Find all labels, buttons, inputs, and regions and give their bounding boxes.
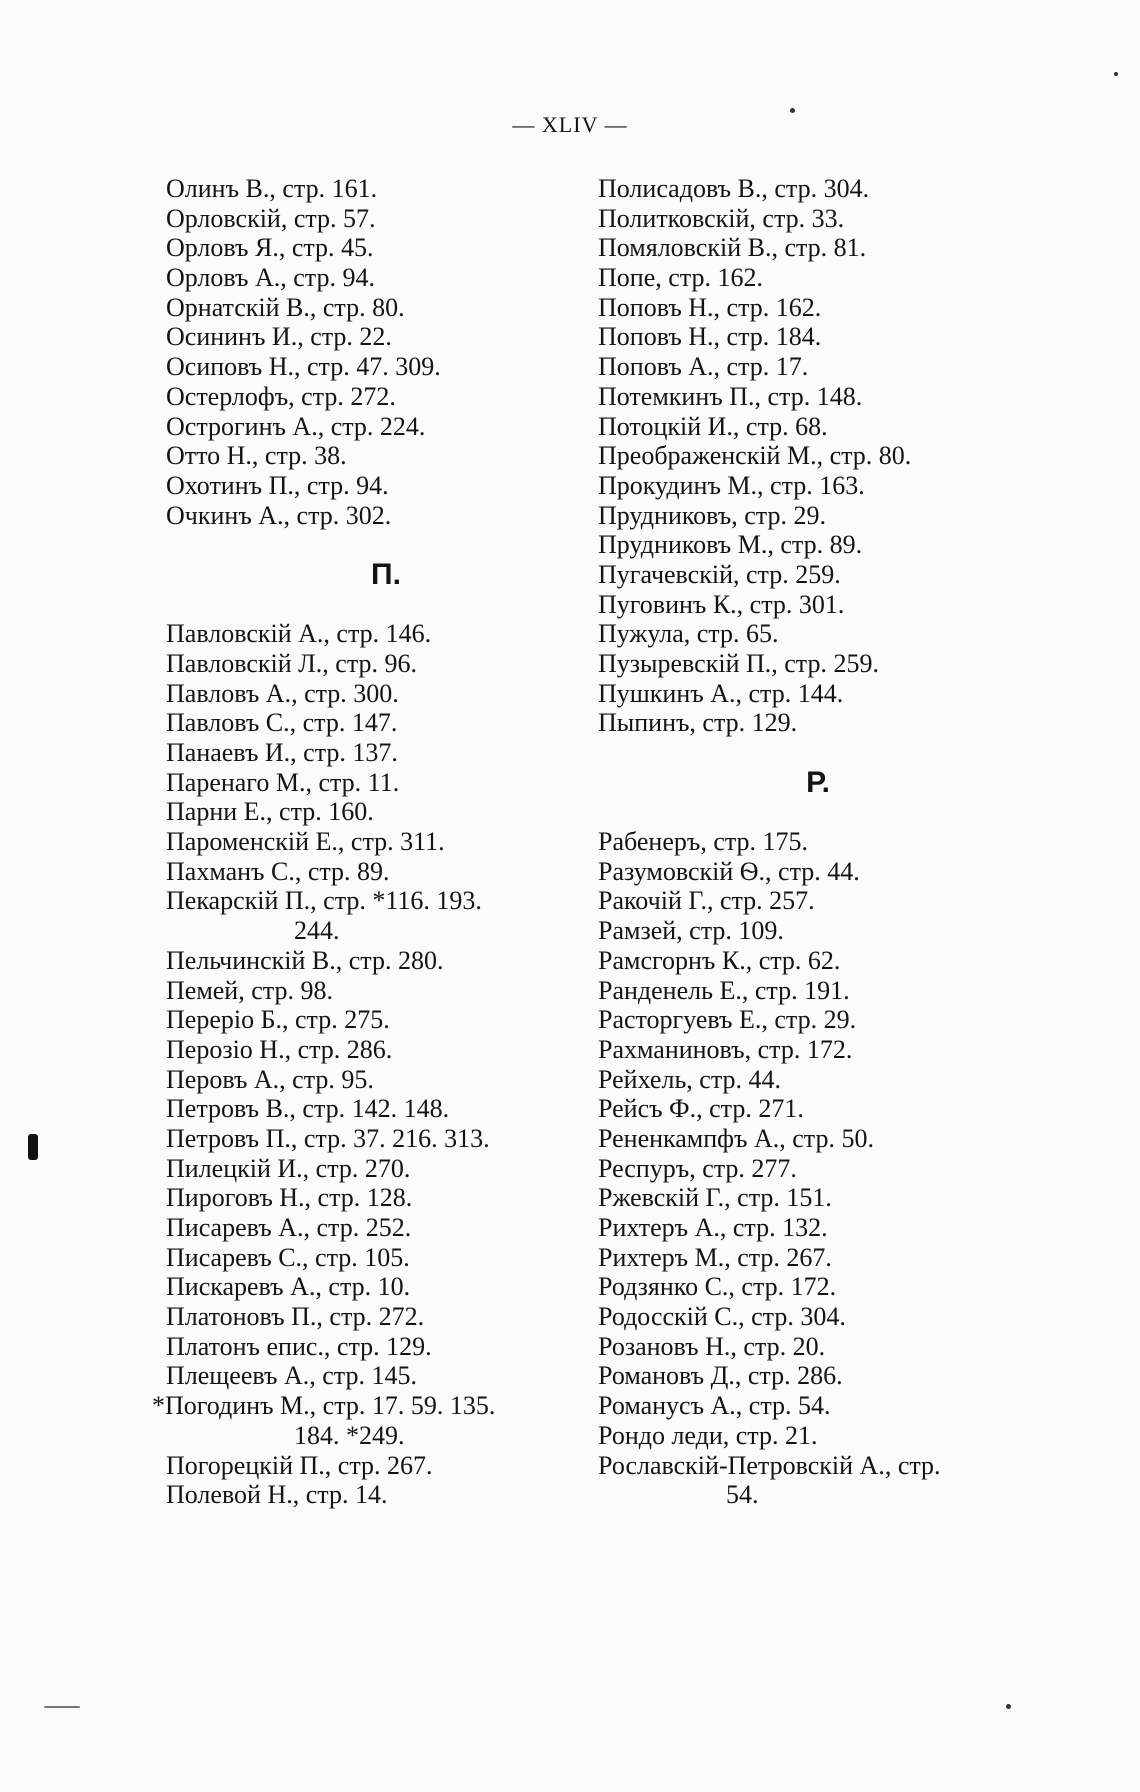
index-entry: Платоновъ П., стр. 272.: [166, 1302, 425, 1332]
index-entry: Писаревъ А., стр. 252.: [166, 1213, 412, 1242]
index-entry: Павловскій А., стр. 146.: [166, 619, 432, 649]
section-heading-r: Р.: [806, 766, 830, 800]
index-entry: Пельчинскій В., стр. 280.: [166, 945, 444, 975]
index-entry: Пыпинъ, стр. 129.: [598, 708, 798, 738]
index-entry: Поповъ А., стр. 17.: [598, 352, 809, 382]
index-entry: Рамсгорнъ К., стр. 62.: [598, 945, 841, 975]
index-entry: Пуговинъ К., стр. 301.: [598, 589, 845, 619]
index-entry: Платонъ епис., стр. 129.: [166, 1331, 432, 1361]
index-entry: Прудниковъ М., стр. 89.: [598, 530, 863, 560]
section-r-entries: [598, 827, 1038, 1510]
index-entry: Перозіо Н., стр. 286.: [166, 1034, 393, 1064]
index-entry: Розановъ Н., стр. 20.: [598, 1331, 826, 1361]
index-entry: Пугачевскій, стр. 259.: [598, 559, 841, 589]
ink-blot: [28, 1134, 38, 1160]
index-entry: Павловскій Л., стр. 96.: [166, 648, 418, 678]
section-o-entries: [166, 174, 606, 530]
index-entry: Орловскій, стр. 57.: [166, 203, 376, 233]
index-entry: Расторгуевъ Е., стр. 29.: [598, 1005, 857, 1035]
index-entry: Родосскій С., стр. 304.: [598, 1302, 846, 1332]
index-entry: Пароменскій Е., стр. 311.: [166, 827, 445, 857]
index-entry: Осиповъ Н., стр. 47. 309.: [166, 352, 441, 382]
index-column-right: [598, 174, 1038, 1510]
index-entry: Рихтеръ М., стр. 267.: [598, 1242, 832, 1272]
index-entry: Орловъ Я., стр. 45.: [166, 233, 374, 263]
index-entry: Орловъ А., стр. 94.: [166, 263, 375, 293]
index-entry: Поповъ Н., стр. 162.: [598, 292, 822, 322]
section-heading-p: П.: [371, 558, 401, 592]
index-entry: Охотинъ П., стр. 94.: [166, 470, 389, 500]
index-entry: Перовъ А., стр. 95.: [166, 1064, 374, 1094]
index-entry: Рихтеръ А., стр. 132.: [598, 1213, 828, 1242]
index-entry-continuation: 244.: [294, 916, 340, 946]
index-entry: Романусъ А., стр. 54.: [598, 1391, 831, 1421]
index-entry: Рахманиновъ, стр. 172.: [598, 1034, 853, 1064]
index-entry: Пузыревскій П., стр. 259.: [598, 649, 879, 678]
index-entry: Респуръ, стр. 277.: [598, 1153, 797, 1183]
index-entry: Павловъ А., стр. 300.: [166, 678, 399, 708]
section-p-entries: [152, 619, 606, 1510]
ink-speck: [790, 108, 795, 113]
index-entry-continuation: 184. *249.: [294, 1420, 405, 1450]
index-entry: Орнатскій В., стр. 80.: [166, 292, 405, 322]
index-entry: Рамзей, стр. 109.: [598, 916, 784, 946]
index-entry: Олинъ В., стр. 161.: [166, 174, 378, 203]
index-entry: Пироговъ Н., стр. 128.: [166, 1183, 413, 1213]
index-entry: Ранденель Е., стр. 191.: [598, 975, 850, 1005]
index-column-left: [152, 174, 606, 1510]
index-entry: Помяловскій В., стр. 81.: [598, 233, 867, 263]
index-entry: Пилецкій И., стр. 270.: [166, 1153, 411, 1183]
index-entry: Петровъ В., стр. 142. 148.: [166, 1094, 450, 1124]
ink-speck: [1006, 1704, 1011, 1709]
index-entry: Рославскій-Петровскій А., стр.: [598, 1450, 941, 1480]
index-entry: Пахманъ С., стр. 89.: [166, 856, 390, 886]
index-entry: Пужула, стр. 65.: [598, 619, 779, 649]
index-entry: Прудниковъ, стр. 29.: [598, 500, 826, 530]
index-entry: Ракочій Г., стр. 257.: [598, 886, 815, 916]
index-entry: Потоцкій И., стр. 68.: [598, 411, 828, 441]
index-entry: Павловъ С., стр. 147.: [166, 708, 398, 738]
index-entry: Писаревъ С., стр. 105.: [166, 1242, 410, 1272]
index-entry: Попе, стр. 162.: [598, 263, 763, 293]
index-entry: Пемей, стр. 98.: [166, 975, 333, 1005]
index-entry: Полевой Н., стр. 14.: [166, 1480, 388, 1510]
index-entry: Паренаго М., стр. 11.: [166, 767, 400, 797]
index-entry: Пекарскій П., стр. *116. 193.: [166, 886, 482, 916]
index-entry: Рондо леди, стр. 21.: [598, 1420, 818, 1450]
ink-speck: [44, 1706, 80, 1708]
page-number: — XLIV —: [512, 112, 628, 137]
index-entry: Ржевскій Г., стр. 151.: [598, 1183, 832, 1213]
index-entry: Рененкампфъ А., стр. 50.: [598, 1123, 874, 1153]
index-entry: Рейхель, стр. 44.: [598, 1064, 782, 1094]
index-entry: Остерлофъ, стр. 272.: [166, 381, 396, 411]
index-entry: Осининъ И., стр. 22.: [166, 322, 392, 352]
index-entry-continuation: 54.: [726, 1480, 759, 1510]
index-entry: Переріо Б., стр. 275.: [166, 1005, 390, 1035]
index-entry: Панаевъ И., стр. 137.: [166, 738, 398, 767]
section-p-entries-continued: [598, 174, 1038, 738]
index-entry: Политковскій, стр. 33.: [598, 203, 845, 233]
index-entry: Пушкинъ А., стр. 144.: [598, 678, 844, 708]
index-entry: Потемкинъ П., стр. 148.: [598, 381, 863, 411]
index-entry: Плещеевъ А., стр. 145.: [166, 1361, 417, 1391]
index-entry: *Погодинъ М., стр. 17. 59. 135.: [152, 1391, 496, 1421]
index-entry: Рабенеръ, стр. 175.: [598, 827, 809, 857]
index-entry: Родзянко С., стр. 172.: [598, 1272, 837, 1302]
index-entry: Петровъ П., стр. 37. 216. 313.: [166, 1123, 490, 1153]
index-entry: Романовъ Д., стр. 286.: [598, 1361, 843, 1391]
index-entry: Острогинъ А., стр. 224.: [166, 411, 426, 441]
index-entry: Преображенскій М., стр. 80.: [598, 441, 912, 471]
index-entry: Прокудинъ М., стр. 163.: [598, 470, 865, 500]
ink-speck: [1114, 72, 1118, 76]
index-entry: Отто Н., стр. 38.: [166, 441, 347, 471]
index-entry: Рейсъ Ф., стр. 271.: [598, 1094, 804, 1124]
index-entry: Погорецкій П., стр. 267.: [166, 1450, 433, 1480]
index-entry: Пискаревъ А., стр. 10.: [166, 1272, 411, 1302]
index-entry: Разумовскій Ѳ., стр. 44.: [598, 856, 860, 886]
index-entry: Очкинъ А., стр. 302.: [166, 500, 392, 530]
index-entry: Парни Е., стр. 160.: [166, 797, 374, 827]
index-entry: Поповъ Н., стр. 184.: [598, 322, 822, 352]
index-entry: Полисадовъ В., стр. 304.: [598, 174, 870, 203]
